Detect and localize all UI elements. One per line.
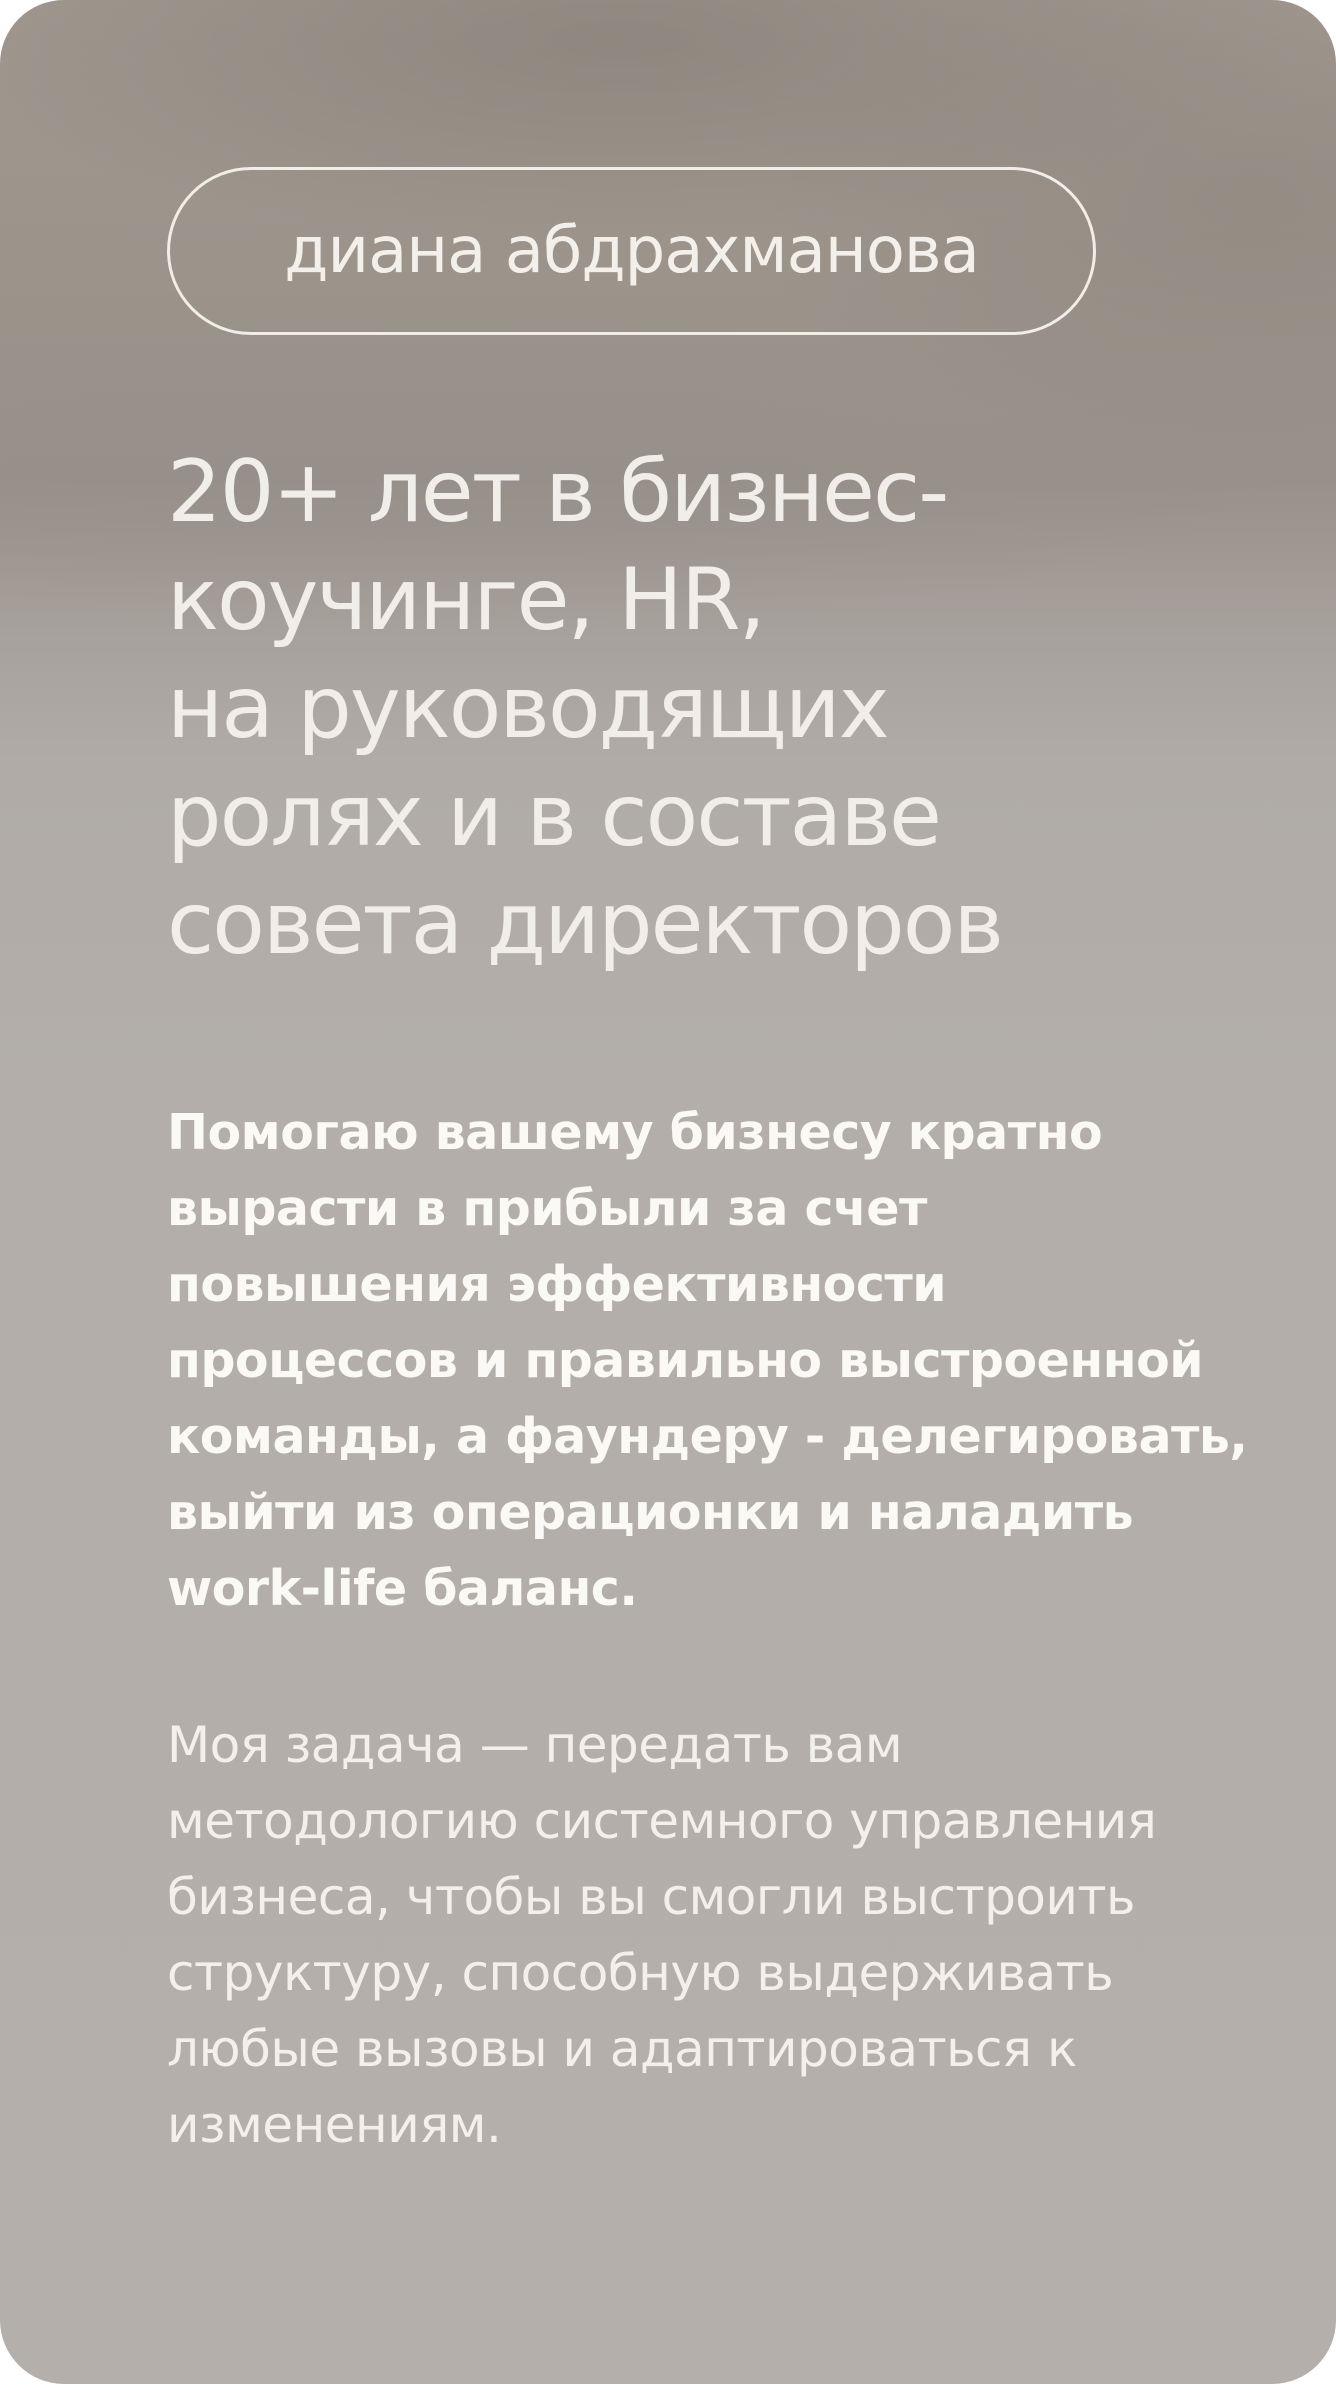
lead-paragraph bbox=[167, 1095, 1277, 1627]
headline-line: 20+ лет в бизнес- bbox=[167, 442, 948, 542]
lead-line: Помогаю вашему бизнесу кратно bbox=[167, 1104, 1103, 1161]
lead-line: повышения эффективности bbox=[167, 1256, 947, 1313]
lead-line: команды, а фаундеру - делегировать, bbox=[167, 1408, 1248, 1465]
person-name: диана абдрахманова bbox=[284, 214, 979, 288]
headline-line: на руководящих bbox=[167, 658, 888, 758]
lead-line: вырасти в прибыли за счет bbox=[167, 1180, 927, 1237]
lead-line: work-life баланс. bbox=[167, 1560, 638, 1617]
body-paragraph bbox=[167, 1707, 1277, 2163]
name-badge bbox=[167, 167, 1096, 335]
headline bbox=[167, 438, 1227, 978]
body-line: бизнеса, чтобы вы смогли выстроить bbox=[167, 1868, 1135, 1926]
headline-line: ролях и в составе bbox=[167, 766, 940, 866]
body-line: изменениям. bbox=[167, 2096, 502, 2154]
headline-line: коучинге, HR, bbox=[167, 550, 764, 650]
lead-line: выйти из операционки и наладить bbox=[167, 1484, 1134, 1541]
body-line: Моя задача — передать вам bbox=[167, 1716, 903, 1774]
body-line: методологию системного управления bbox=[167, 1792, 1157, 1850]
body-line: любые вызовы и адаптироваться к bbox=[167, 2020, 1077, 2078]
body-line: структуру, способную выдерживать bbox=[167, 1944, 1114, 2002]
headline-line: совета директоров bbox=[167, 874, 1003, 974]
lead-line: процессов и правильно выстроенной bbox=[167, 1332, 1204, 1389]
